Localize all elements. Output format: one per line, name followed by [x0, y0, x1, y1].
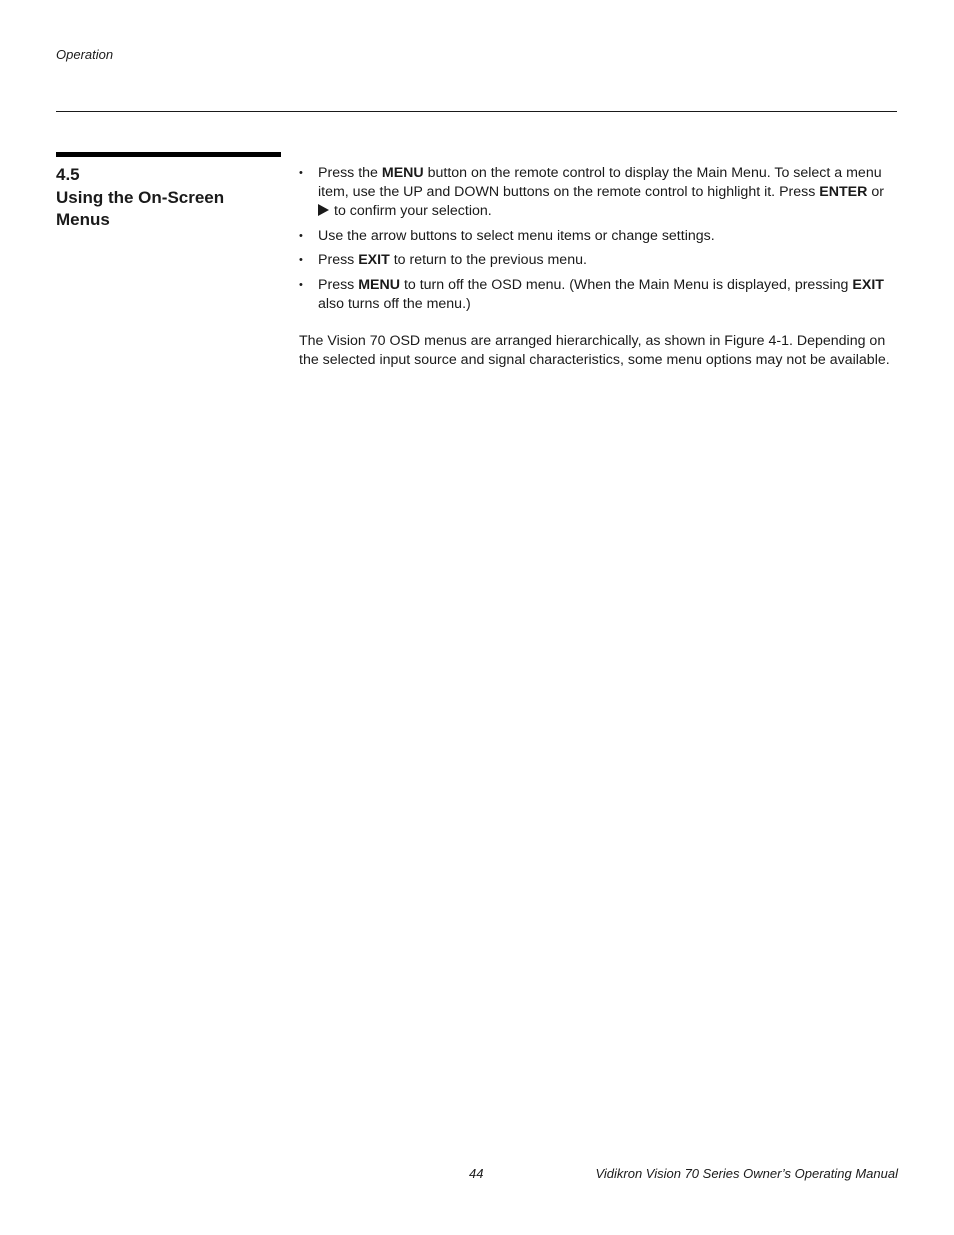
section-body [299, 164, 901, 370]
bullet-text: button on the remote control to display the Main Menu. To select a menu item, use the UP and DOWN buttons on the remote control to highlight it. Press [318, 165, 882, 200]
running-head: Operation [56, 47, 114, 62]
section-title-line2: Menus [56, 210, 110, 229]
bullet-dot: • [299, 167, 303, 179]
page-number: 44 [469, 1166, 484, 1181]
bullet-dot: • [299, 229, 303, 242]
bullet-item-exit [299, 251, 901, 270]
section-title-line1: Using the On-Screen [56, 187, 225, 207]
right-triangle-icon [318, 204, 329, 216]
header-rule [56, 111, 897, 112]
bullet-dot: • [299, 254, 303, 266]
bullet-item-turn-off [299, 276, 901, 314]
manual-title: Vidikron Vision 70 Series Owner’s Operating Manual [595, 1166, 898, 1181]
key-menu: MENU [381, 165, 424, 181]
bullet-dot: • [299, 278, 303, 291]
bullet-list [299, 164, 901, 314]
bullet-text: Press the [318, 165, 382, 181]
section-heading [56, 164, 286, 232]
key-menu: MENU [358, 276, 400, 293]
bullet-text: to return to the previous menu. [389, 252, 587, 268]
key-exit: EXIT [852, 276, 884, 293]
bullet-text: to confirm your selection. [334, 203, 492, 219]
bullet-text: Use the arrow buttons to select menu items or change settings. [318, 227, 715, 244]
key-exit: EXIT [358, 252, 390, 268]
bullet-text: also turns off the menu.) [318, 295, 471, 312]
bullet-item-arrows [299, 227, 901, 246]
bullet-item-menu [299, 164, 901, 221]
section-number: 4.5 [56, 165, 80, 184]
bullet-text: Press [318, 252, 359, 268]
bullet-text: Press [318, 276, 359, 293]
bullet-text: to turn off the OSD menu. (When the Main Menu is displayed, pressing [400, 276, 853, 293]
body-paragraph: The Vision 70 OSD menus are arranged hierarchically, as shown in Figure 4-1. Depending on the selected input source and signal characteristics, some menu options may not be available. [299, 332, 890, 368]
section-bar [56, 152, 281, 157]
bullet-text: or [867, 184, 884, 200]
key-enter: ENTER [819, 184, 868, 200]
